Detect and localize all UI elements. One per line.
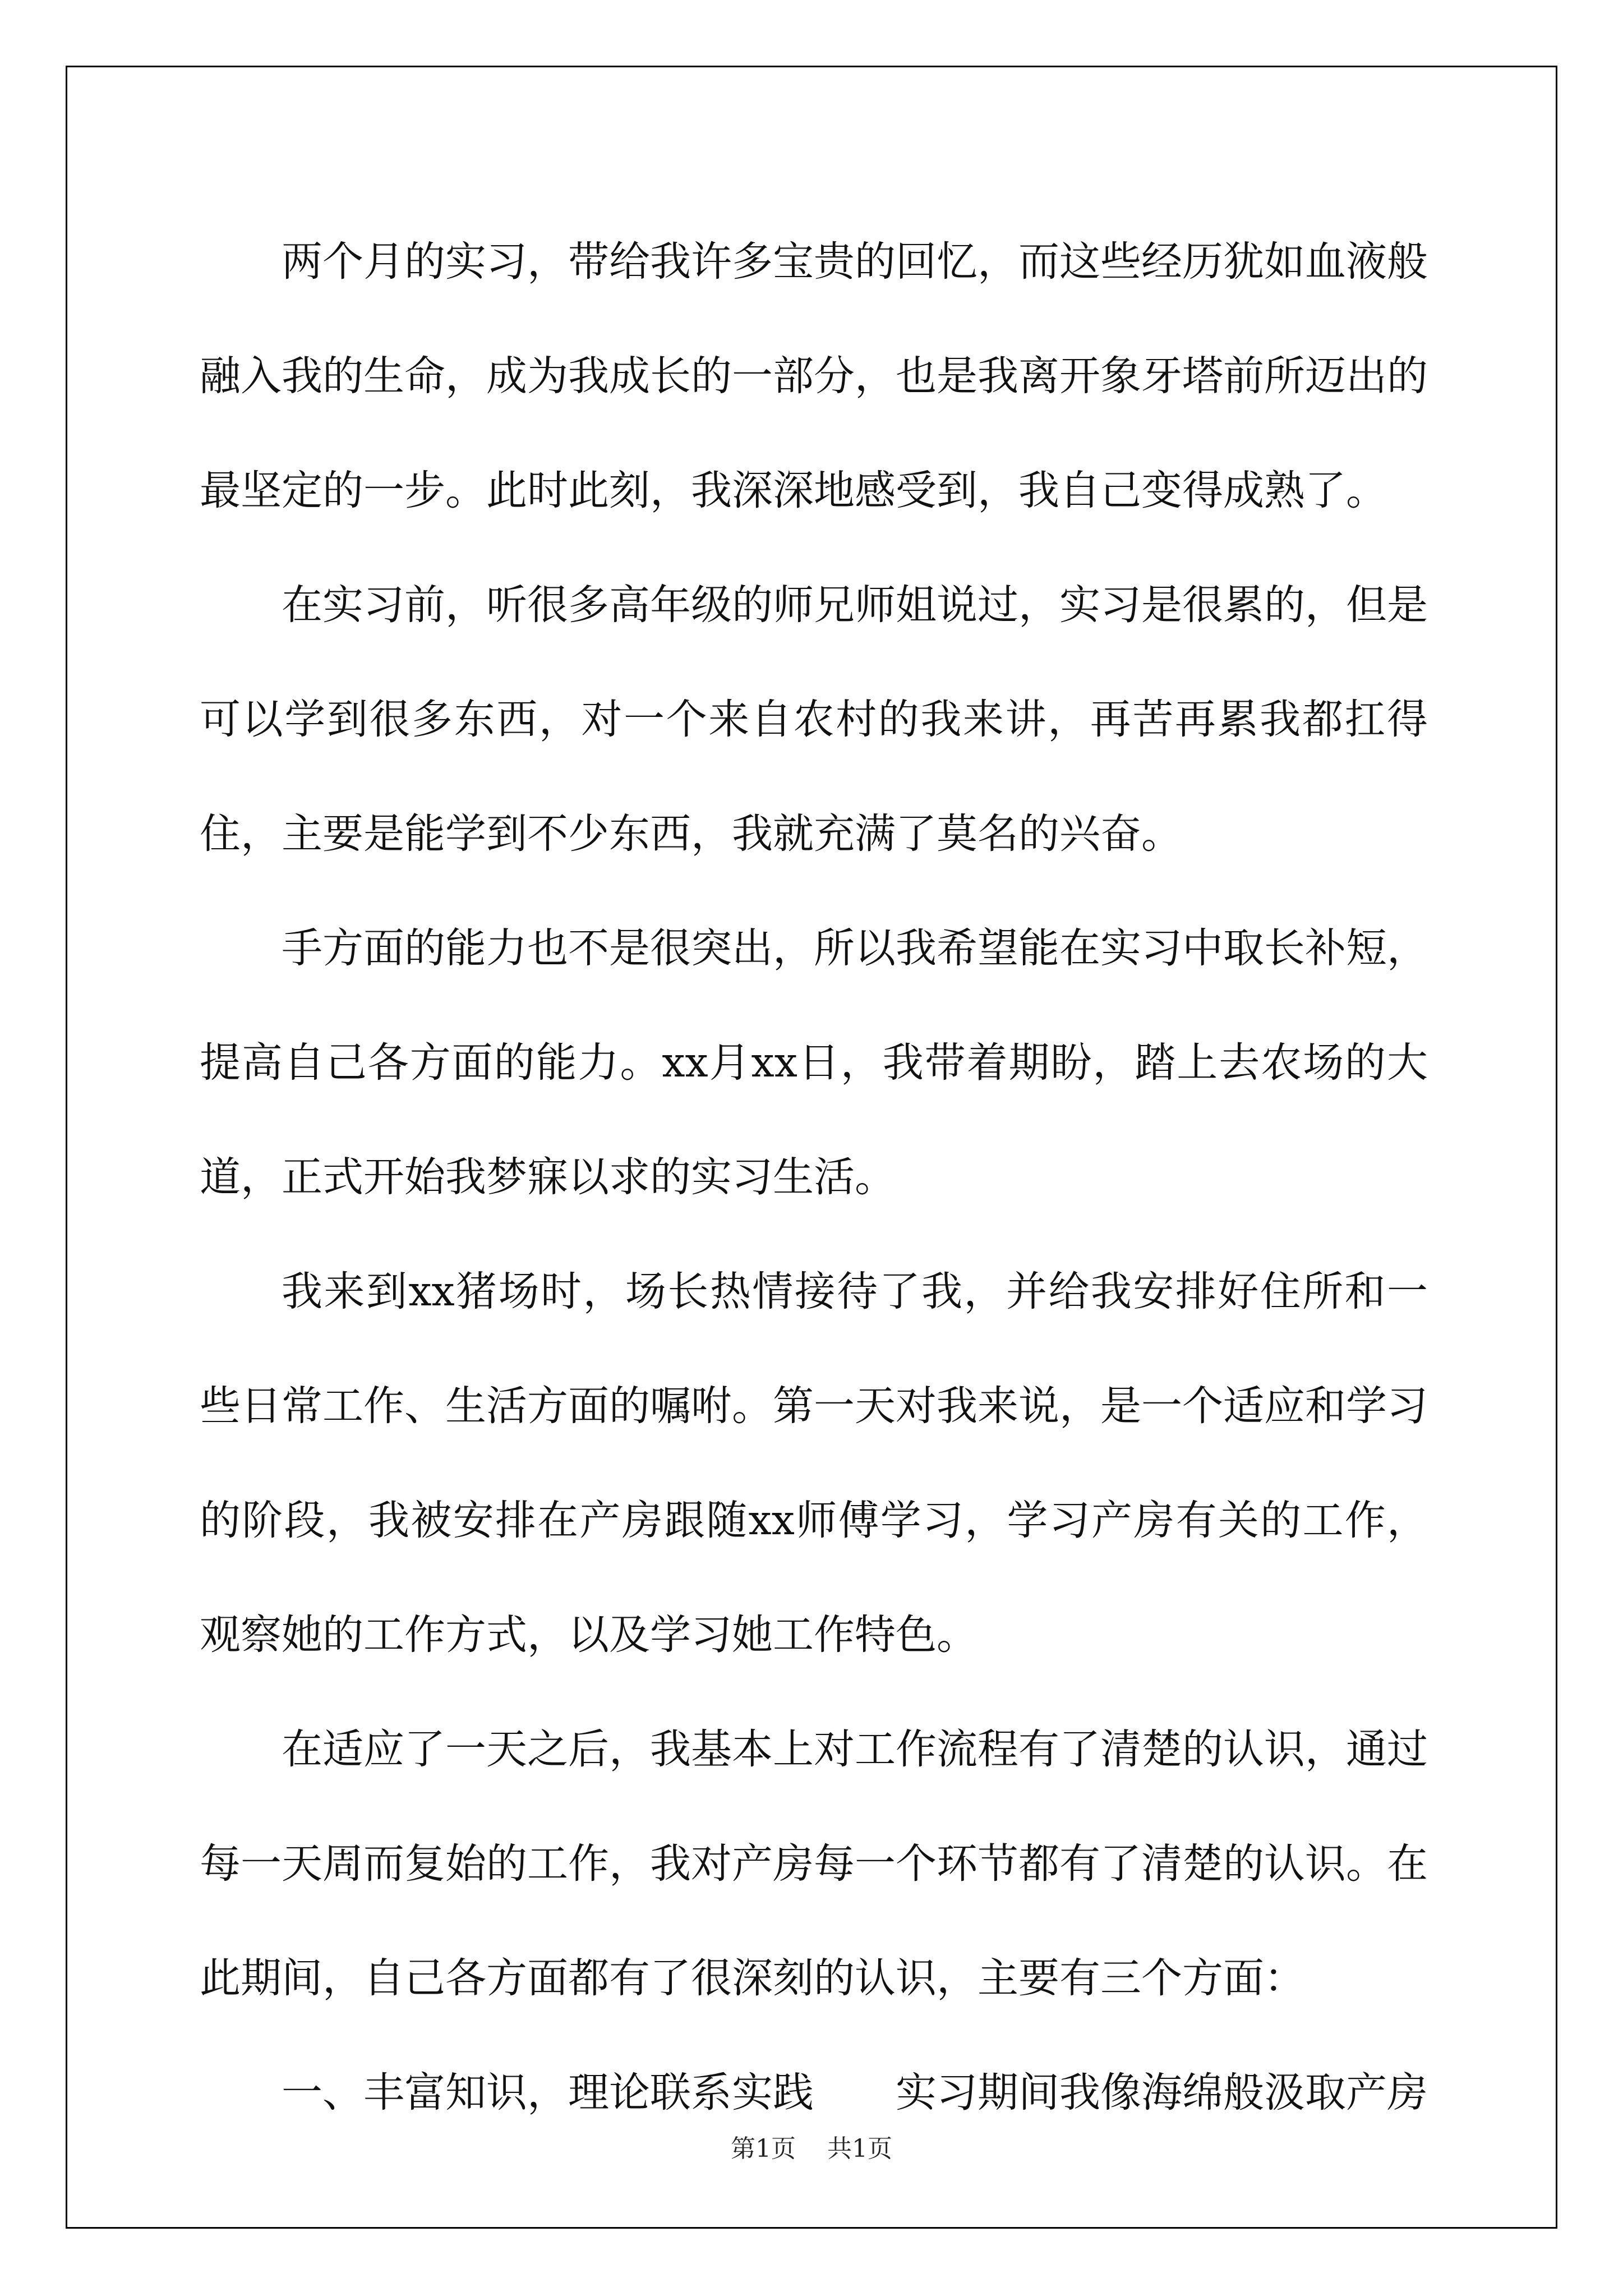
paragraph-2: 在实习前，听很多高年级的师兄师姐说过，实习是很累的，但是可以学到很多东西，对一个来自农村的我来讲，再苦再累我都扛得住，主要是能学到不少东西，我就充满了莫名的兴奋。 (200, 581, 1428, 858)
paragraph-5: 在适应了一天之后，我基本上对工作流程有了清楚的认识，通过每一天周而复始的工作，我对产房每一个环节都有了清楚的认识。在此期间，自己各方面都有了很深刻的认识，主要有三个方面： (200, 1726, 1428, 2002)
page-footer (0, 2128, 1623, 2164)
paragraph-4: 我来到xx猪场时，场长热情接待了我，并给我安排好住所和一些日常工作、生活方面的嘱咐。第一天对我来说，是一个适应和学习的阶段，我被安排在产房跟随xx师傅学习，学习产房有关的工作，观察她的工作方式，以及学习她工作特色。 (200, 1268, 1428, 1659)
page-number-current: 第1页 (731, 2134, 796, 2163)
paragraph-6: 一、丰富知识，理论联系实践 实习期间我像海绵般汲取产房 (282, 2069, 1428, 2116)
paragraph-3: 手方面的能力也不是很突出，所以我希望能在实习中取长补短，提高自己各方面的能力。xx月xx日，我带着期盼，踏上去农场的大道，正式开始我梦寐以求的实习生活。 (200, 924, 1428, 1201)
document-body (200, 205, 1428, 2150)
page-number-total: 共1页 (827, 2134, 892, 2163)
paragraph-1: 两个月的实习，带给我许多宝贵的回忆，而这些经历犹如血液般融入我的生命，成为我成长的一部分，也是我离开象牙塔前所迈出的最坚定的一步。此时此刻，我深深地感受到，我自己变得成熟了。 (200, 238, 1428, 514)
